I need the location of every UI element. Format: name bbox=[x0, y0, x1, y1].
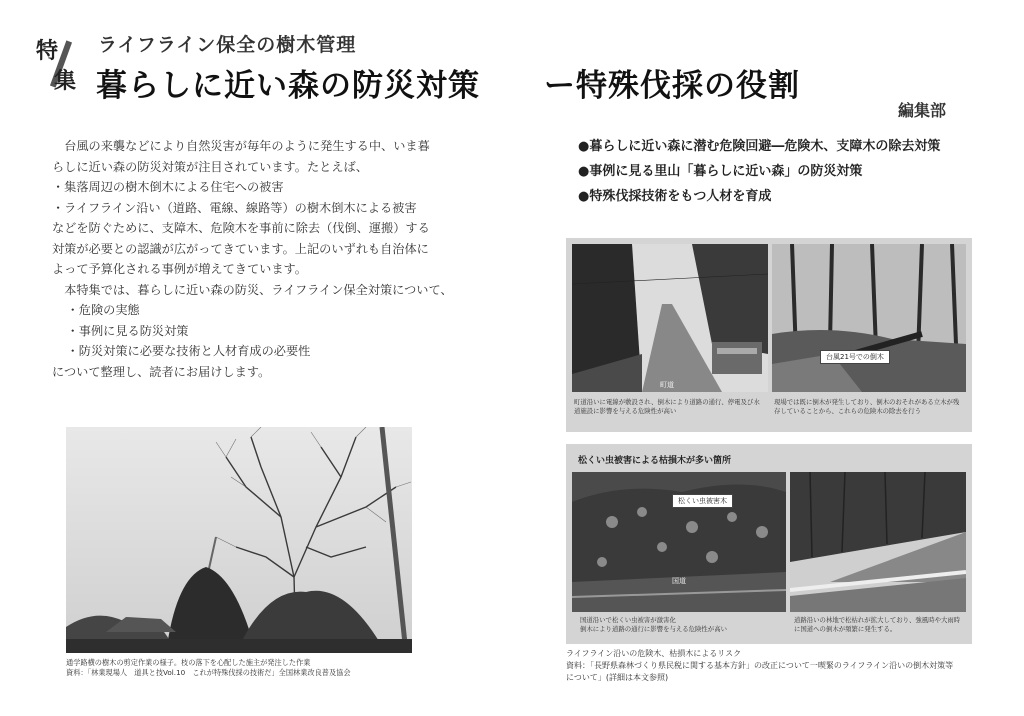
typhoon-fallen-tree-photo bbox=[772, 244, 966, 392]
body-line: 本特集では、暮らしに近い森の防災、ライフライン保全対策について、 bbox=[64, 282, 453, 297]
national-road-tag: 国道 bbox=[672, 577, 686, 585]
pine-road-caption: 国道沿いで松くい虫被害が激害化 倒木により道路の通行に影響を与える危険性が高い bbox=[580, 616, 727, 633]
body-line: 台風の来襲などにより自然災害が毎年のように発生する中、いま暮 bbox=[64, 139, 430, 153]
national-road-pine-photo bbox=[572, 472, 786, 612]
left-photo-caption-line-1: 通学路横の樹木の剪定作業の様子。枝の落下を心配した施主が発注した作業 bbox=[66, 658, 311, 667]
typhoon-label: 台風21号での倒木 bbox=[820, 350, 890, 364]
left-photo-caption-line-2: 資料：「林業現場人 道具と技Vol.10 これが特殊伐採の技術だ」全国林業改良普及協会 bbox=[66, 668, 351, 677]
body-line: ・事例に見る防災対策 bbox=[66, 323, 189, 338]
tokushu-char-2: 集 bbox=[54, 68, 77, 94]
author: 編集部 bbox=[898, 101, 947, 120]
pruning-work-photo bbox=[66, 427, 412, 653]
roadside-slope-photo bbox=[790, 472, 966, 612]
body-line: ・集落周辺の樹木倒木による住宅への被害 bbox=[52, 180, 284, 194]
roadside-slope-caption: 道路沿いの林地で松枯れが拡大しており、強風時や大雨時に国道への倒木が頻繁に発生する。 bbox=[794, 616, 961, 633]
body-line: ・危険の実態 bbox=[66, 303, 140, 317]
bottom-photo-panel bbox=[566, 444, 972, 644]
source-caption-line-1: 資料：「長野県森林づくり県民税に関する基本方針」の改正について一喫緊のライフライン沿いの倒木対策等 bbox=[566, 661, 954, 670]
body-line: ・防災対策に必要な技術と人材育成の必要性 bbox=[66, 344, 311, 358]
typhoon-caption: 現場では既に倒木が発生しており、倒木のおそれがある立木が残存していることから、これらの危険木の除去を行う bbox=[774, 398, 960, 415]
tokushu-mark bbox=[28, 34, 86, 94]
feature-bullets bbox=[578, 134, 940, 209]
source-caption-line-2: について」(詳細は本文参照) bbox=[566, 673, 669, 682]
body-line: ・ライフライン沿い（道路、電線、線路等）の樹木倒木による被害 bbox=[52, 200, 417, 215]
town-road-tag: 町道 bbox=[660, 381, 674, 389]
body-line: 対策が必要との認識が広がってきています。上記のいずれも自治体に bbox=[52, 241, 429, 256]
body-line: について整理し、読者にお届けします。 bbox=[52, 364, 271, 379]
town-road-caption: 町道沿いに電線が敷設され、倒木により道路の通行、停電及び水道施設に影響を与える危険性が高い bbox=[574, 398, 760, 415]
bullet-item: ●暮らしに近い森に潜む危険回避―危険木、支障木の除去対策 bbox=[578, 139, 941, 154]
bullet-item: ●事例に見る里山「暮らしに近い森」の防災対策 bbox=[578, 164, 863, 179]
lifeline-risk-caption: ライフライン沿いの危険木、枯損木によるリスク bbox=[566, 649, 742, 658]
body-line: などを防ぐために、支障木、危険木を事前に除去（伐倒、運搬）する bbox=[52, 221, 430, 235]
pine-damage-label: 松くい虫被害木 bbox=[672, 494, 733, 508]
tokushu-char-1: 特 bbox=[36, 38, 59, 64]
top-photo-panel bbox=[566, 238, 972, 432]
feature-subtitle: ライフライン保全の樹木管理 bbox=[98, 34, 357, 56]
body-line: よって予算化される事例が増えてきています。 bbox=[52, 262, 307, 276]
pine-wilt-heading: 松くい虫被害による枯損木が多い箇所 bbox=[578, 456, 732, 466]
intro-body bbox=[52, 136, 462, 382]
body-line: らしに近い森の防災対策が注目されています。たとえば、 bbox=[52, 159, 368, 174]
bullet-item: ●特殊伐採技術をもつ人材を育成 bbox=[578, 189, 772, 204]
feature-title-sub: ー特殊伐採の役割 bbox=[544, 68, 800, 104]
feature-title: 暮らしに近い森の防災対策 bbox=[96, 68, 480, 104]
left-photo-caption bbox=[66, 658, 426, 678]
town-road-photo bbox=[572, 244, 768, 392]
